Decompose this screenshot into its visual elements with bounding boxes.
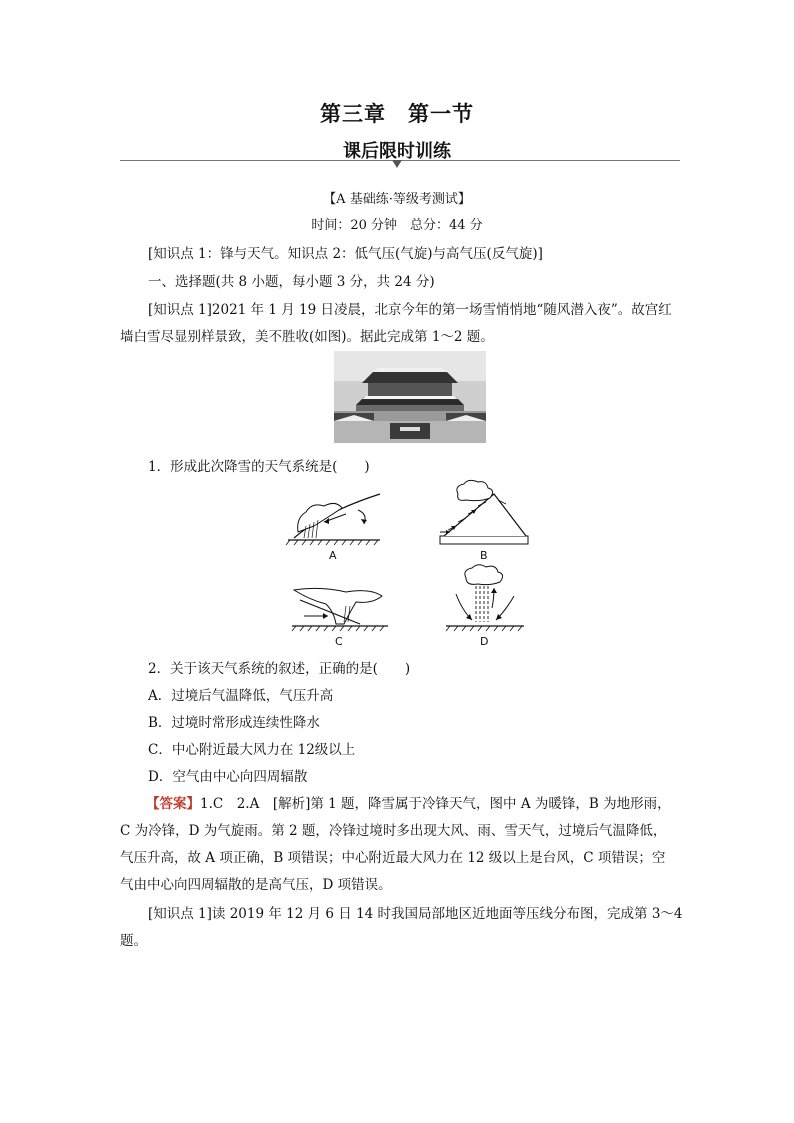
- q2-option-c: C．中心附近最大风力在 12级以上: [148, 742, 356, 758]
- diagram-d-label: D: [480, 635, 489, 648]
- diagram-b-orographic-rain: [436, 478, 532, 548]
- diagram-a-label: A: [329, 549, 337, 562]
- time-score: 时间：20 分钟 总分：44 分: [311, 218, 483, 233]
- q1-stem: 1．形成此次降雪的天气系统是( ): [148, 459, 370, 475]
- diagram-a-warm-front: [284, 482, 384, 548]
- next-intro-line-2: 题。: [120, 933, 147, 949]
- chapter-label: 第三章: [320, 101, 386, 126]
- answer-line-1: [146, 792, 671, 812]
- intro-line-2: 墙白雪尽显别样景致，美不胜收(如图)。据此完成第 1～2 题。: [120, 329, 494, 345]
- diagram-d-cyclone-rain: [442, 564, 528, 634]
- chapter-title: [0, 98, 794, 128]
- section-heading: 一、选择题(共 8 小题，每小题 3 分，共 24 分): [148, 274, 435, 290]
- knowledge-points: [知识点 1：锋与天气。知识点 2：低气压(气旋)与高气压(反气旋)]: [148, 246, 543, 262]
- answer-line-2: C 为冷锋，D 为气旋雨。第 2 题，冷锋过境时多出现大风、雨、雪天气，过境后气温降低，: [120, 823, 667, 839]
- q2-stem: 2．关于该天气系统的叙述，正确的是( ): [148, 661, 411, 677]
- q2-option-a: A．过境后气温降低，气压升高: [148, 688, 334, 704]
- q2-option-d: D．空气由中心向四周辐散: [148, 769, 308, 785]
- answer-line-1-text: 1.C 2.A [解析]第 1 题，降雪属于冷锋天气，图中 A 为暖锋，B 为地形雨，: [200, 796, 671, 812]
- level-title: 【A 基础练·等级考测试】: [323, 192, 471, 207]
- diagram-c-cold-front: [290, 582, 390, 634]
- q2-option-b: B．过境时常形成连续性降水: [148, 715, 320, 731]
- intro-line-1: [知识点 1]2021 年 1 月 19 日凌晨，北京今年的第一场雪悄悄地“随风潜入夜”。故宫红: [148, 302, 672, 318]
- forbidden-city-snow-photo: [334, 351, 486, 443]
- next-intro-line-1: [知识点 1]读 2019 年 12 月 6 日 14 时我国局部地区近地面等压线分布图，完成第 3～4: [148, 906, 683, 922]
- answer-tag: 【答案】: [146, 796, 200, 812]
- answer-line-3: 气压升高，故 A 项正确，B 项错误；中心附近最大风力在 12 级以上是台风，C 项错误；空: [120, 850, 666, 866]
- answer-line-4: 气由中心向四周辐散的是高气压，D 项错误。: [120, 877, 392, 893]
- diagram-c-label: C: [335, 635, 343, 648]
- section-subtitle: 课后限时训练: [343, 141, 451, 162]
- diagram-b-label: B: [480, 549, 488, 562]
- section-label: 第一节: [408, 101, 474, 126]
- divider-triangle-icon: [392, 160, 402, 168]
